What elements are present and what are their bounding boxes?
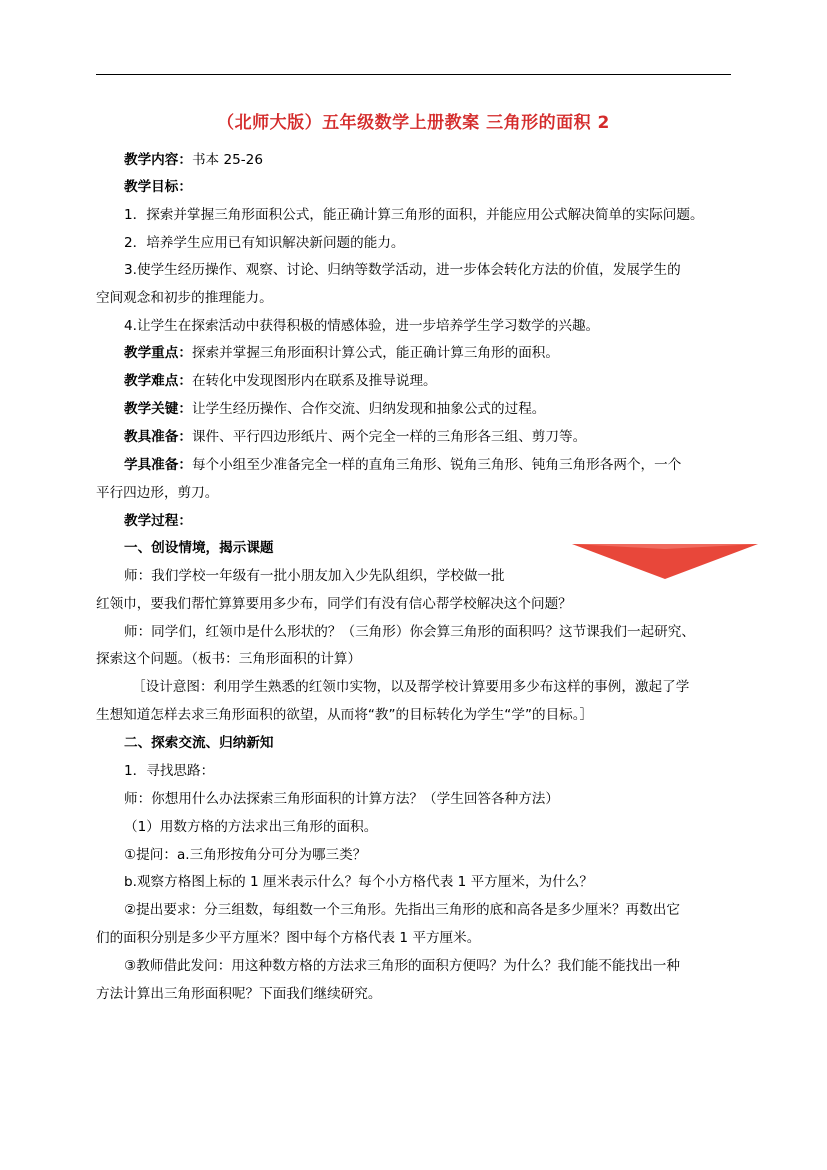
text-line: 教学难点：在转化中发现图形内在联系及推导说理。 bbox=[124, 373, 437, 389]
text-line: 方法计算出三角形面积呢？下面我们继续研究。 bbox=[96, 986, 382, 1002]
text-line: 红领巾，要我们帮忙算算要用多少布，同学们有没有信心帮学校解决这个问题？ bbox=[96, 596, 572, 612]
text-line: 教学重点：探索并掌握三角形面积计算公式，能正确计算三角形的面积。 bbox=[124, 345, 559, 361]
header-rule bbox=[96, 74, 731, 75]
text-line: 教学目标： bbox=[124, 179, 192, 195]
text-line: 师：我们学校一年级有一批小朋友加入少先队组织，学校做一批 bbox=[124, 568, 505, 584]
red-scarf-icon bbox=[572, 543, 758, 581]
text-line: 4.让学生在探索活动中获得积极的情感体验，进一步培养学生学习数学的兴趣。 bbox=[124, 318, 600, 334]
section-heading: 一、创设情境，揭示课题 bbox=[124, 540, 274, 556]
text-line: ②提出要求：分三组数，每组数一个三角形。先指出三角形的底和高各是多少厘米？再数出它 bbox=[124, 902, 680, 918]
text-line: 们的面积分别是多少平方厘米？图中每个方格代表 1 平方厘米。 bbox=[96, 930, 481, 946]
text-line: 师：你想用什么办法探索三角形面积的计算方法？（学生回答各种方法） bbox=[124, 791, 559, 807]
page-title: （北师大版）五年级数学上册教案 三角形的面积 2 bbox=[217, 113, 610, 133]
text-line: ①提问：a.三角形按角分可分为哪三类？ bbox=[124, 847, 367, 863]
section-heading: 二、探索交流、归纳新知 bbox=[124, 735, 274, 751]
text-line: 1．探索并掌握三角形面积公式，能正确计算三角形的面积，并能应用公式解决简单的实际问题。 bbox=[124, 207, 704, 223]
text-line: b.观察方格图上标的 1 厘米表示什么？每个小方格代表 1 平方厘米，为什么？ bbox=[124, 874, 593, 890]
text-line: 师：同学们，红领巾是什么形状的？（三角形）你会算三角形的面积吗？这节课我们一起研究、 bbox=[124, 624, 695, 640]
text-line: 平行四边形，剪刀。 bbox=[96, 485, 219, 501]
text-line: 教学过程： bbox=[124, 513, 192, 529]
text-line: 教学内容：书本 25-26 bbox=[124, 152, 263, 168]
text-line: 教具准备：课件、平行四边形纸片、两个完全一样的三角形各三组、剪刀等。 bbox=[124, 429, 587, 445]
text-line: ③教师借此发问：用这种数方格的方法求三角形的面积方便吗？为什么？我们能不能找出一种 bbox=[124, 958, 680, 974]
text-line: （1）用数方格的方法求出三角形的面积。 bbox=[124, 819, 378, 835]
text-line: 3.使学生经历操作、观察、讨论、归纳等数学活动，进一步体会转化方法的价值，发展学生的 bbox=[124, 262, 681, 278]
text-line: 1．寻找思路： bbox=[124, 763, 215, 779]
text-line: 教学关键：让学生经历操作、合作交流、归纳发现和抽象公式的过程。 bbox=[124, 401, 546, 417]
text-line: 探索这个问题。（板书：三角形面积的计算） bbox=[96, 651, 362, 667]
text-line: 空间观念和初步的推理能力。 bbox=[96, 290, 273, 306]
text-line: 2．培养学生应用已有知识解决新问题的能力。 bbox=[124, 235, 405, 251]
text-line: 生想知道怎样去求三角形面积的欲望，从而将“教”的目标转化为学生“学”的目标。］ bbox=[96, 707, 594, 723]
text-line: 学具准备：每个小组至少准备完全一样的直角三角形、锐角三角形、钝角三角形各两个，一个 bbox=[124, 457, 682, 473]
text-line: ［设计意图：利用学生熟悉的红领巾实物，以及帮学校计算要用多少布这样的事例，激起了学 bbox=[132, 679, 690, 695]
